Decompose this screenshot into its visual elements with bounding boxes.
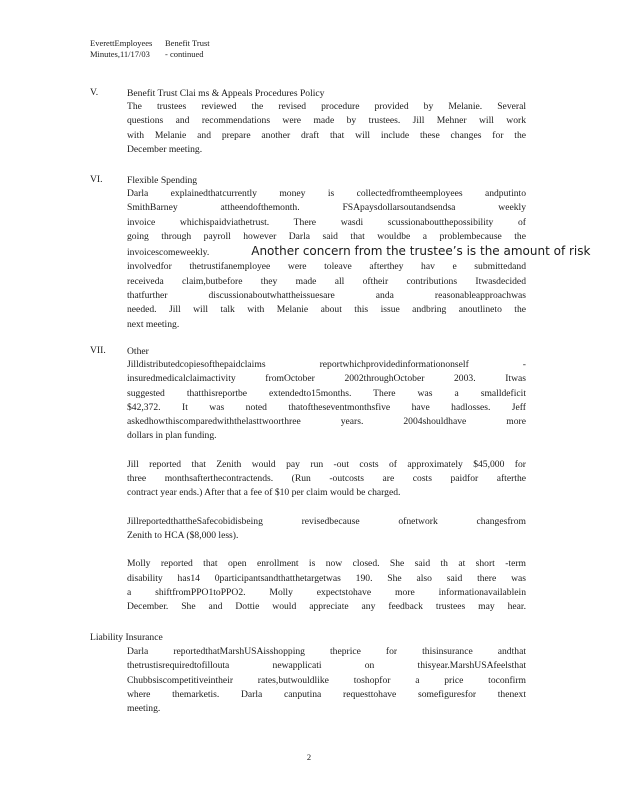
text-line: invoice whichispaidviathetrust. There wasdi scussionaboutthepossibility of [127, 216, 526, 228]
paragraph [127, 458, 526, 501]
text-line: three monthsafterthecontractends. (Run -outcosts are costs paidfor afterthe [127, 473, 526, 485]
text-line: Jilldistributedcopiesofthepaidclaims reportwhichprovidedinformationonself - [127, 359, 526, 370]
text-line: insuredmedicalclaimactivity fromOctober 2002throughOctober 2003. Itwas [127, 373, 526, 385]
text-line: thetrustisrequiredtofillouta newapplicati on thisyear.MarshUSAfeelsthat [127, 660, 526, 672]
text-line: Zenith to HCA ($8,000 less). [127, 529, 239, 541]
text-line: disability has14 0participantsandthatthetargetwas 190. She also said there was [127, 572, 526, 584]
header-continued: - continued [165, 49, 204, 59]
text-line: The trustees reviewed the revised procedure provided by Melanie. Several [127, 101, 526, 112]
text-line: December. She and Dottie would appreciate any feedback trustees may hear. [127, 601, 526, 613]
text-line: December meeting. [127, 143, 203, 155]
header-minutes-date: Minutes,11/17/03 [90, 49, 150, 59]
text-line: with Melanie and prepare another draft that will include these changes for the [127, 129, 526, 141]
text-line-mixed [127, 244, 591, 260]
text-line: JillreportedthattheSafecobidisbeing revisedbecause ofnetwork changesfrom [127, 515, 526, 527]
section-title: Flexible Spending [127, 175, 198, 186]
section-number: VI. [90, 174, 103, 185]
page-number: 2 [306, 752, 312, 762]
text-line: questions and recommendations were made by trustees. Jill Mehner will work [127, 115, 526, 127]
header-org: EverettEmployees [90, 38, 153, 48]
page-header [90, 38, 210, 60]
paragraph [127, 557, 526, 614]
text-fragment-large: Another concern from the trustee’s is the amount of risk [251, 244, 591, 259]
paragraph [127, 358, 526, 444]
text-line: receiveda claim,butbefore they made all oftheir contributions Itwasdecided [127, 275, 526, 287]
text-line: askedhowthiscomparedwiththelasttwoorthree years. 2004shouldhave more [127, 416, 526, 428]
text-line: $42,372. It was noted thatoftheseventmonthsfive have hadlosses. Jeff [127, 401, 526, 413]
section-number: VII. [90, 345, 106, 356]
text-line: Darla reportedthatMarshUSAisshopping theprice for thisinsurance andthat [127, 646, 526, 657]
text-line: next meeting. [127, 318, 180, 330]
text-line: thatfurther discussionaboutwhattheissuesare anda reasonableapproachwas [127, 290, 526, 302]
section-title: Liability Insurance [90, 632, 163, 643]
text-line: dollars in plan funding. [127, 430, 217, 442]
text-line: Chubbsiscompetitiveintheir rates,butwouldlike toshopfor a price toconfirm [127, 674, 526, 686]
text-line: Jill reported that Zenith would pay run -out costs of approximately $45,000 for [127, 458, 526, 470]
text-line: meeting. [127, 703, 161, 715]
text-line: Darla explainedthatcurrently money is collectedfromtheemployees andputinto [127, 188, 526, 199]
text-line: contract year ends.) After that a fee of $10 per claim would be charged. [127, 487, 401, 499]
section-title: Benefit Trust Clai ms & Appeals Procedures Policy [127, 88, 325, 99]
section-number: V. [90, 87, 99, 98]
text-line: suggested thatthisreportbe extendedto15months. There was a smalldeficit [127, 387, 526, 399]
text-line: involvedfor thetrustifanemployee were toleave afterthey hav e submittedand [127, 261, 526, 273]
section-title: Other [127, 346, 149, 357]
header-trust: Benefit Trust [165, 38, 210, 48]
text-line: going through payroll however Darla said that wouldbe a problembecause the [127, 230, 526, 242]
text-line: a shiftfromPPO1toPPO2. Molly expectstohave more informationavailablein [127, 586, 526, 598]
text-line: SmithBarney attheendofthemonth. FSApaysdollarsoutandsendsa weekly [127, 202, 526, 214]
paragraph [127, 515, 526, 544]
text-line: where themarketis. Darla canputina requesttohave somefiguresfor thenext [127, 688, 526, 700]
text-line: Molly reported that open enrollment is now closed. She said th at short -term [127, 558, 526, 570]
text-fragment: invoicescomeweekly. [127, 247, 210, 259]
text-line: needed. Jill will talk with Melanie about this issue andbring anoutlineto the [127, 304, 526, 316]
